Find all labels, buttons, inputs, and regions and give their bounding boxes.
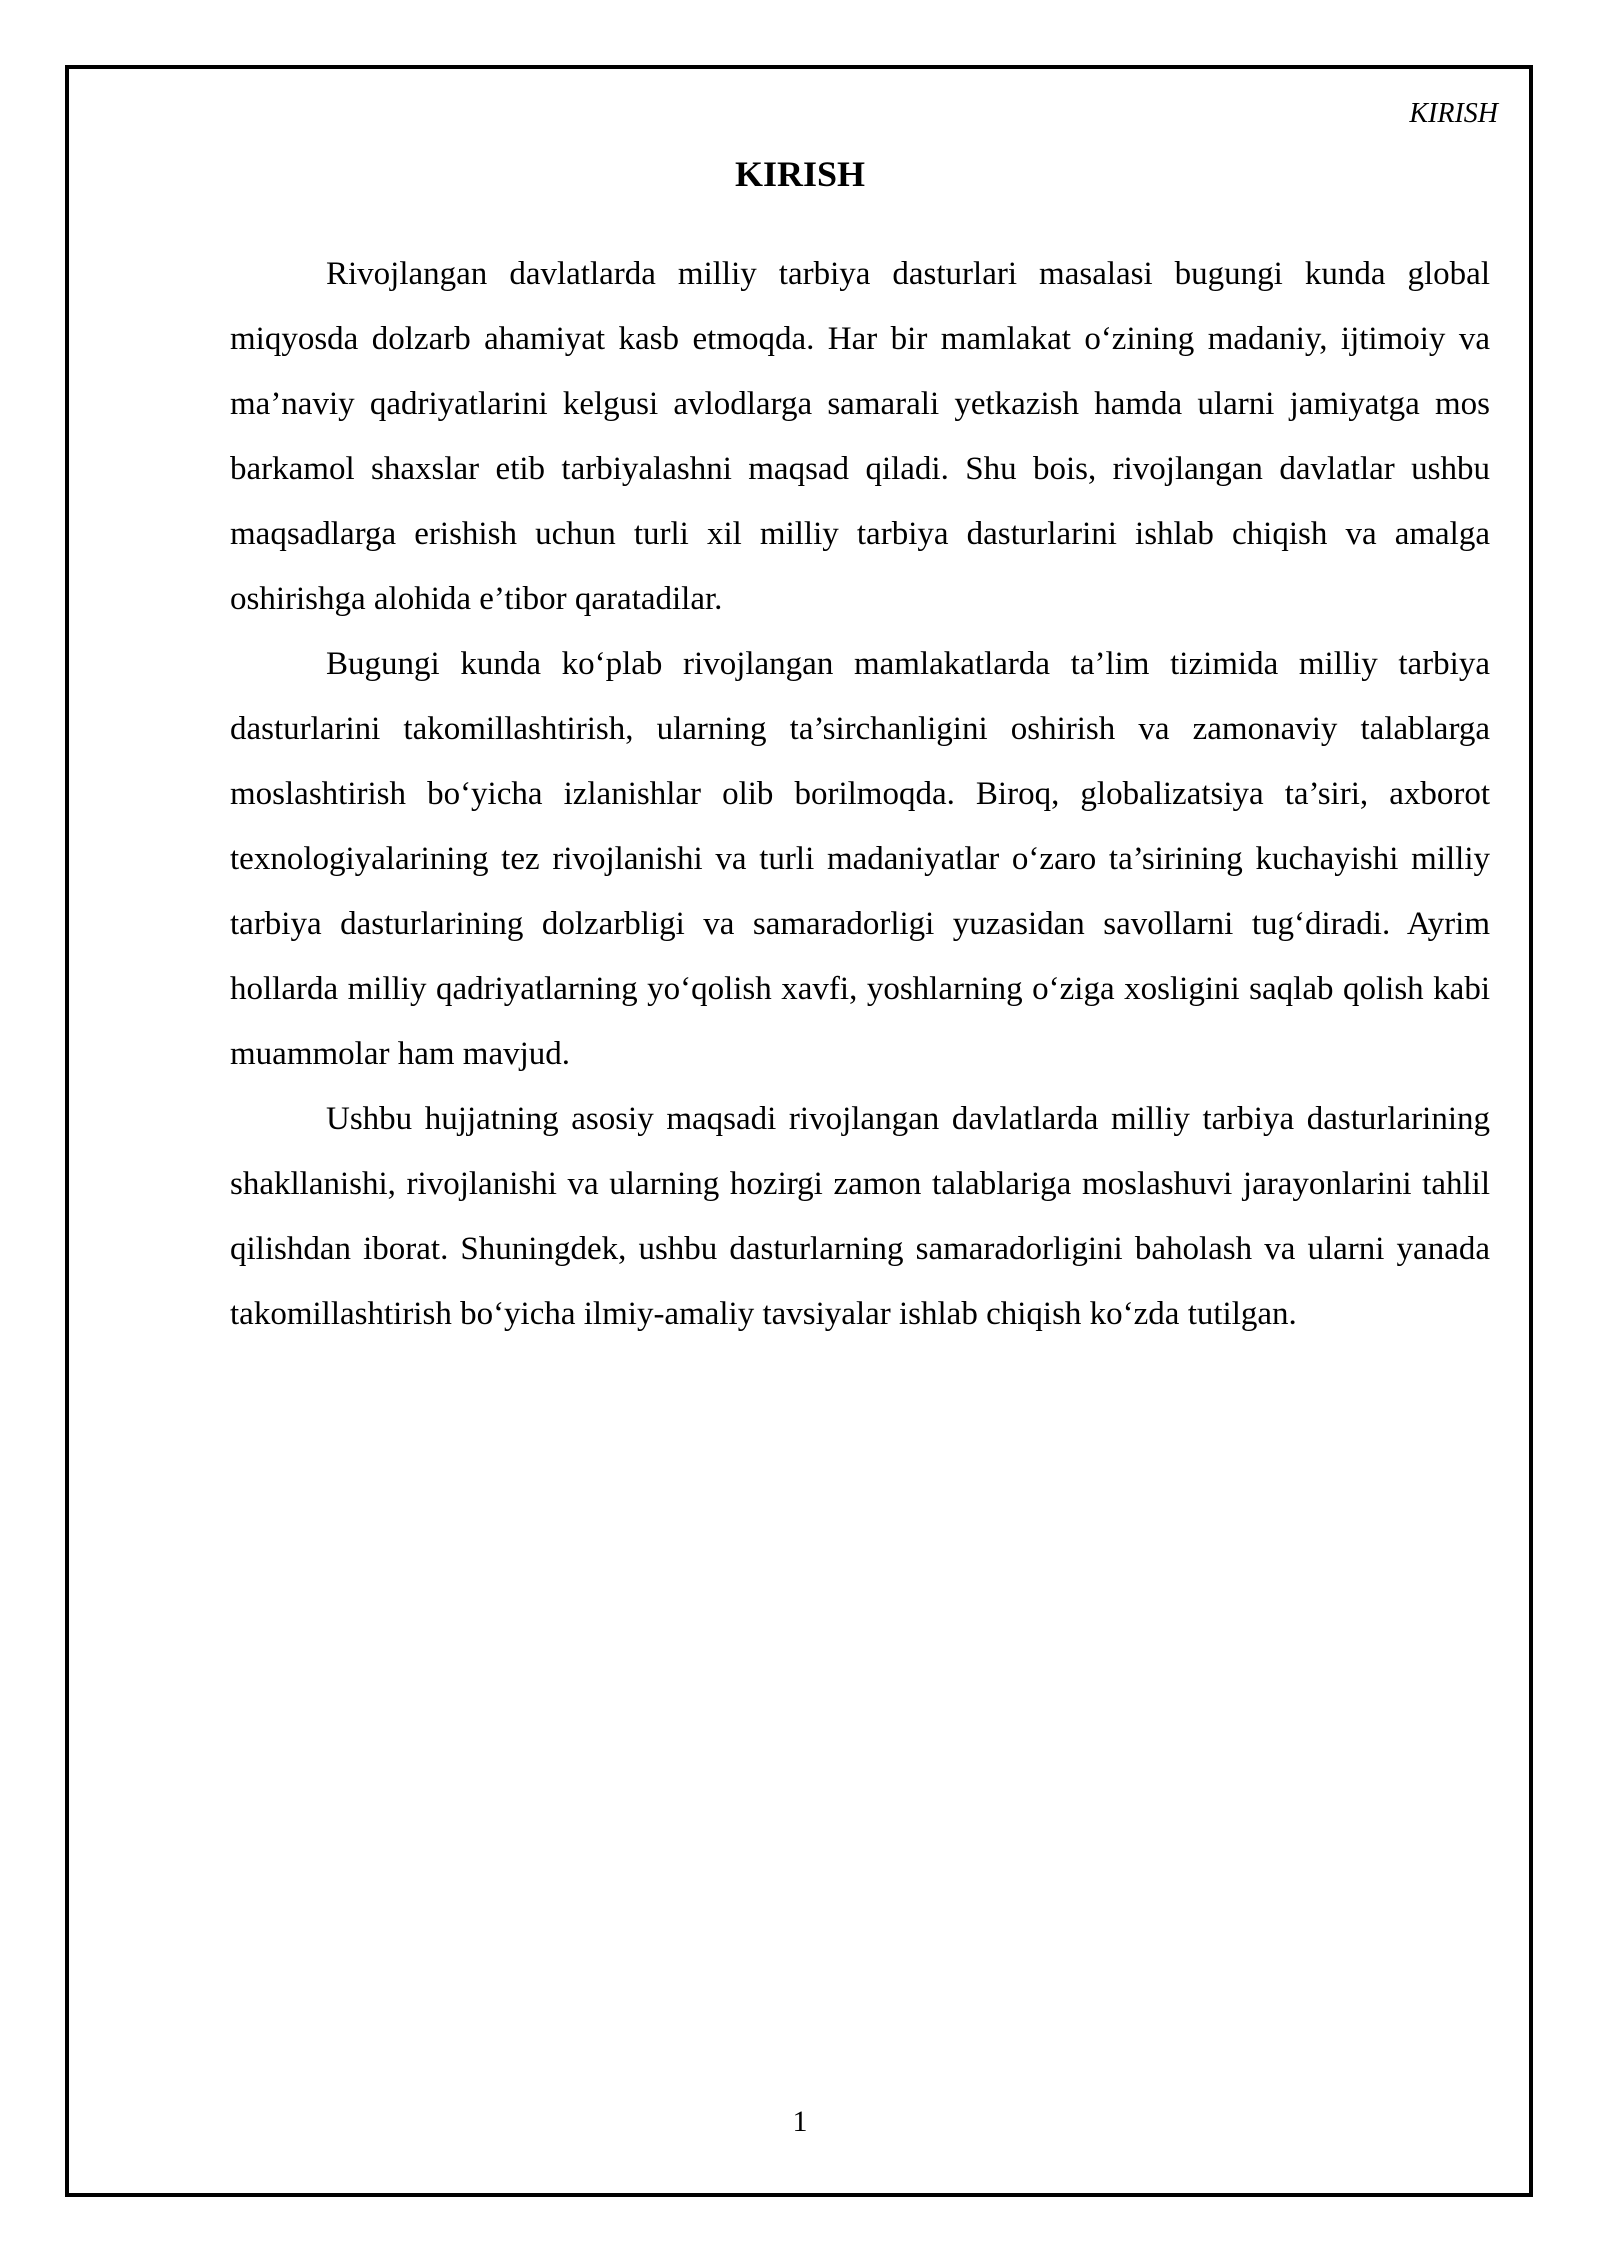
page-number: 1 — [792, 2105, 808, 2138]
document-body — [230, 242, 1490, 1347]
paragraph: Rivojlangan davlatlarda milliy tarbiya dasturlari masalasi bugungi kunda global miqyosda dolzarb ahamiyat kasb etmoqda. Har bir mamlakat o‘zining madaniy, ijtimoiy va ma’naviy qadriyatlarini kelgusi avlodlarga samarali yetkazish hamda ularni jamiyatga mos barkamol shaxslar etib tarbiyalashni maqsad qiladi. Shu bois, rivojlangan davlatlar ushbu maqsadlarga erishish uchun turli xil milliy tarbiya dasturlarini ishlab chiqish va amalga oshirishga alohida e’tibor qaratadilar. — [230, 256, 1490, 617]
paragraph: Bugungi kunda ko‘plab rivojlangan mamlakatlarda ta’lim tizimida milliy tarbiya dasturlarini takomillashtirish, ularning ta’sirchanligini oshirish va zamonaviy talablarga moslashtirish bo‘yicha izlanishlar olib borilmoqda. Biroq, globalizatsiya ta’siri, axborot texnologiyalarining tez rivojlanishi va turli madaniyatlar o‘zaro ta’sirining kuchayishi milliy tarbiya dasturlarining dolzarbligi va samaradorligi yuzasidan savollarni tug‘diradi. Ayrim hollarda milliy qadriyatlarning yo‘qolish xavfi, yoshlarning o‘ziga xosligini saqlab qolish kabi muammolar ham mavjud. — [230, 646, 1490, 1072]
page-title: KIRISH — [734, 154, 866, 194]
paragraph: Ushbu hujjatning asosiy maqsadi rivojlangan davlatlarda milliy tarbiya dasturlarining shakllanishi, rivojlanishi va ularning hozirgi zamon talablariga moslashuvi jarayonlarini tahlil qilishdan iborat. Shuningdek, ushbu dasturlarning samaradorligini baholash va ularni yanada takomillashtirish bo‘yicha ilmiy-amaliy tavsiyalar ishlab chiqish ko‘zda tutilgan. — [230, 1101, 1490, 1332]
running-header: KIRISH — [1409, 98, 1498, 129]
